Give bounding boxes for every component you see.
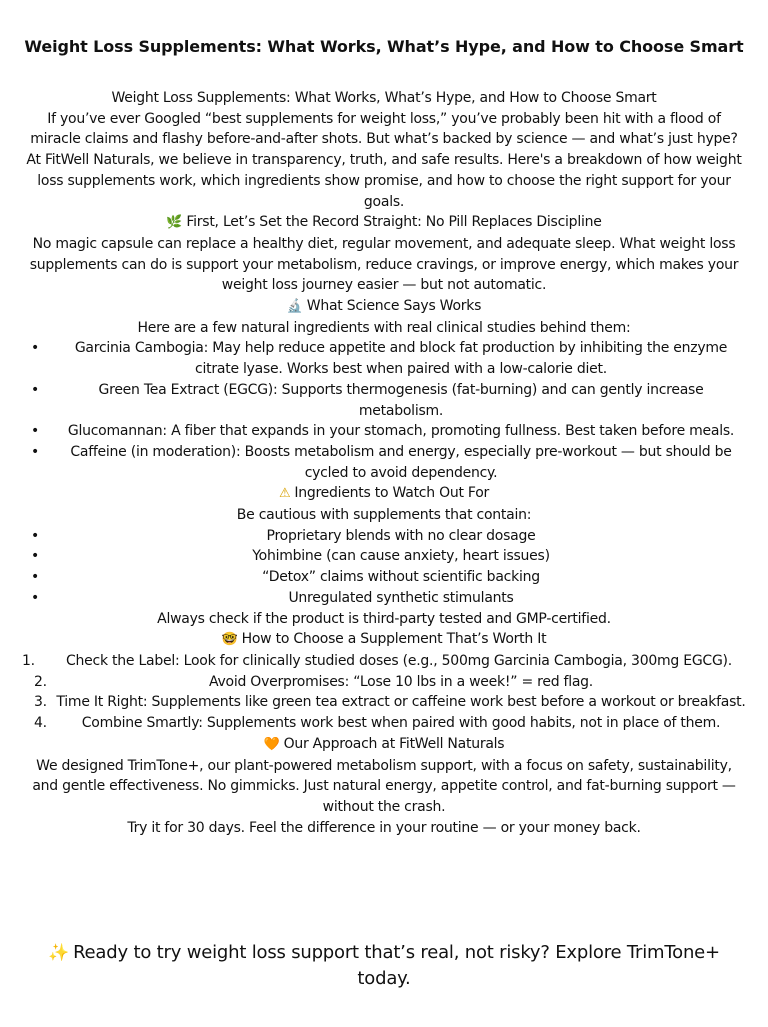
article-body — [22, 88, 746, 838]
section-heading-text: What Science Says Works — [306, 298, 482, 315]
section-intro-watch-out: Be cautious with supplements that contain: — [236, 507, 532, 524]
list-item: • Caffeine (in moderation): Boosts metabolism and energy, especially pre-workout — but should be cycled to avoid dependency. — [22, 442, 746, 483]
list-item: • Glucomannan: A fiber that expands in your stomach, promoting fullness. Best taken before meals. — [22, 421, 746, 442]
section-heading-science — [22, 296, 746, 318]
page-title: Weight Loss Supplements: What Works, What’s Hype, and How to Choose Smart — [24, 37, 744, 56]
list-item: 4. Combine Smartly: Supplements work best when paired with good habits, not in place of them. — [34, 715, 721, 732]
sparkles-icon: ✨ — [48, 943, 70, 963]
intro-paragraph-1: If you’ve ever Googled “best supplements for weight loss,” you’ve probably been hit with a flood of miracle claims and flashy before-and-after shots. But what’s backed by science — and what’s just hype? — [30, 110, 738, 148]
watch-out-list — [22, 526, 746, 609]
call-to-action — [30, 940, 738, 991]
section-body-discipline: No magic capsule can replace a healthy diet, regular movement, and adequate sleep. What weight loss supplements can do is support your metabolism, reduce cravings, or improve energy, which makes your weight loss journey easier — but not automatic. — [29, 235, 739, 294]
list-item: • Proprietary blends with no clear dosage — [22, 526, 746, 547]
section-outro-watch-out: Always check if the product is third-party tested and GMP-certified. — [157, 610, 611, 627]
warning-icon: ⚠ — [278, 486, 291, 502]
list-item: • Unregulated synthetic stimulants — [22, 588, 746, 609]
section-body-approach: We designed TrimTone+, our plant-powered metabolism support, with a focus on safety, sustainability, and gentle effectiveness. No gimmicks. Just natural energy, appetite control, and fat-burning support — without the crash. — [32, 757, 736, 815]
choose-steps-list — [22, 651, 746, 734]
list-item: 2. Avoid Overpromises: “Lose 10 lbs in a week!” = red flag. — [34, 673, 594, 690]
microscope-icon: 🔬 — [286, 299, 303, 315]
plant-icon: 🌿 — [166, 215, 183, 231]
intro-paragraph-2: At FitWell Naturals, we believe in transparency, truth, and safe results. Here's a breakdown of how weight loss supplements work, which ingredients show promise, and how to choose the right support for your goals. — [26, 152, 742, 210]
list-item: 1. Check the Label: Look for clinically studied doses (e.g., 500mg Garcinia Cambogia, 300mg EGCG). — [22, 652, 732, 669]
section-closing-approach: Try it for 30 days. Feel the difference in your routine — or your money back. — [127, 819, 641, 836]
list-item: 3. Time It Right: Supplements like green tea extract or caffeine work best before a workout or breakfast. — [34, 694, 746, 711]
cta-text: Ready to try weight loss support that’s real, not risky? Explore TrimTone+ today. — [73, 942, 720, 989]
section-heading-approach — [22, 734, 746, 756]
section-heading-text: How to Choose a Supplement That’s Worth It — [241, 631, 547, 648]
section-heading-watch-out — [22, 483, 746, 505]
list-item: • Garcinia Cambogia: May help reduce appetite and block fat production by inhibiting the enzyme citrate lyase. Works best when paired with a low-calorie diet. — [22, 338, 746, 379]
section-heading-text: Our Approach at FitWell Naturals — [283, 735, 505, 752]
orange-heart-icon: 🧡 — [263, 736, 280, 752]
list-item: • “Detox” claims without scientific backing — [22, 567, 746, 588]
section-heading-text: First, Let’s Set the Record Straight: No Pill Replaces Discipline — [186, 214, 602, 231]
science-ingredient-list — [22, 338, 746, 483]
section-intro-science: Here are a few natural ingredients with real clinical studies behind them: — [137, 319, 631, 336]
nerd-face-icon: 🤓 — [221, 632, 238, 648]
list-item: • Green Tea Extract (EGCG): Supports thermogenesis (fat-burning) and can gently increase metabolism. — [22, 380, 746, 421]
section-heading-choose — [22, 629, 746, 651]
section-heading-discipline — [22, 212, 746, 234]
section-heading-text: Ingredients to Watch Out For — [294, 485, 490, 502]
list-item: • Yohimbine (can cause anxiety, heart issues) — [22, 546, 746, 567]
intro-heading: Weight Loss Supplements: What Works, What’s Hype, and How to Choose Smart — [111, 90, 657, 106]
